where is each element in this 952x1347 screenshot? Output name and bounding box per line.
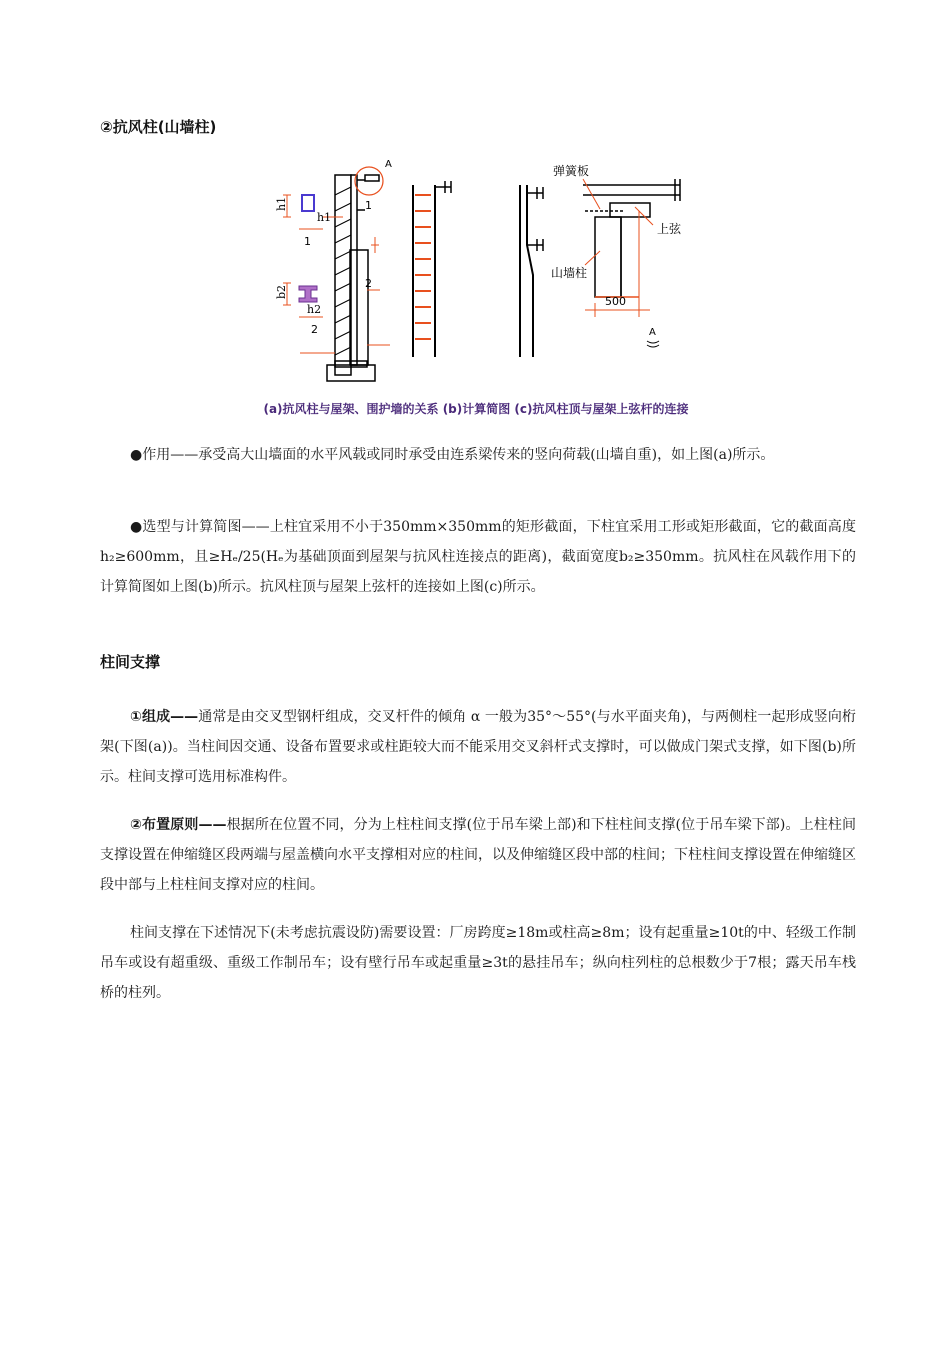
figure-a-column — [327, 167, 383, 381]
label-b2: b2 — [275, 284, 288, 299]
label-spring-plate: 弹簧板 — [553, 164, 590, 178]
paragraph-layout-principle — [100, 810, 856, 900]
section-title-bracing: 柱间支撑 — [100, 653, 161, 671]
lead-layout-principle: ②布置原则—— — [130, 817, 227, 833]
paragraph-conditions: 柱间支撑在下述情况下(未考虑抗震设防)需要设置：厂房跨度≥18m或柱高≥8m；设有起重量≥10t的中、轻级工作制吊车或设有超重级、重级工作制吊车；设有壁行吊车或起重量≥3t的悬挂吊车；纵向柱列柱的总根数少于7根；露天吊车栈桥的柱列。 — [100, 925, 856, 1001]
upper-rect-section — [302, 195, 314, 211]
paragraph-function: ●作用——承受高大山墙面的水平风载或同时承受由连系梁传来的竖向荷载(山墙自重)，如上图(a)所示。 — [130, 447, 775, 463]
label-top-chord: 上弦 — [657, 222, 682, 236]
label-2b: 2 — [365, 277, 372, 290]
text-layout-principle: 根据所在位置不同，分为上柱柱间支撑(位于吊车梁上部)和下柱柱间支撑(位于吊车梁下部)。上柱柱间支撑设置在伸缩缝区段两端与屋盖横向水平支撑相对应的柱间，以及伸缩缝区段中部的柱间；下柱柱间支撑设置在伸缩缝区段中部与上柱柱间支撑对应的柱间。 — [100, 817, 856, 893]
label-1a: 1 — [304, 235, 311, 248]
label-2a: 2 — [311, 323, 318, 336]
label-500: 500 — [605, 295, 626, 308]
label-h2: h2 — [307, 303, 322, 316]
section-title-wind-column: ②抗风柱(山墙柱) — [100, 118, 217, 136]
label-gable-column: 山墙柱 — [551, 266, 588, 280]
paragraph-selection: ●选型与计算简图——上柱宜采用不小于350mm×350mm的矩形截面，下柱宜采用工形或矩形截面，它的截面高度h₂≥600mm，且≥Hₑ/25(Hₑ为基础顶面到屋架与抗风柱连接点的距离)，截面宽度b₂≥350mm。抗风柱在风载作用下的计算简图如上图(b)所示。抗风柱顶与屋架上弦杆的连接如上图(c)所示。 — [100, 519, 856, 595]
lower-i-section — [299, 286, 317, 302]
label-h1: h1 — [317, 211, 332, 224]
figure-b-diagram — [413, 181, 451, 357]
wind-column-figure — [265, 155, 695, 387]
label-1b: 1 — [365, 199, 372, 212]
lead-composition: ①组成—— — [130, 709, 199, 725]
label-A-bottom: A — [649, 327, 656, 338]
text-composition: 通常是由交叉型钢杆组成，交叉杆件的倾角 α 一般为35°～55°(与水平面夹角)，与两侧柱一起形成竖向桁架(下图(a))。当柱间因交通、设备布置要求或柱距较大而不能采用交叉斜杆式支撑时，可以做成门架式支撑，如下图(b)所示。柱间支撑可选用标准构件。 — [100, 709, 857, 785]
label-b1: h1 — [275, 196, 288, 211]
label-A-top: A — [385, 159, 392, 170]
figure-caption: (a)抗风柱与屋架、围护墙的关系 (b)计算简图 (c)抗风柱顶与屋架上弦杆的连接 — [263, 402, 689, 416]
figure-a-hatching — [335, 187, 351, 355]
section-arrow-icon — [647, 341, 659, 347]
figure-b-frame — [520, 185, 543, 357]
paragraph-composition — [100, 702, 856, 792]
figure-c-connection — [583, 179, 680, 297]
